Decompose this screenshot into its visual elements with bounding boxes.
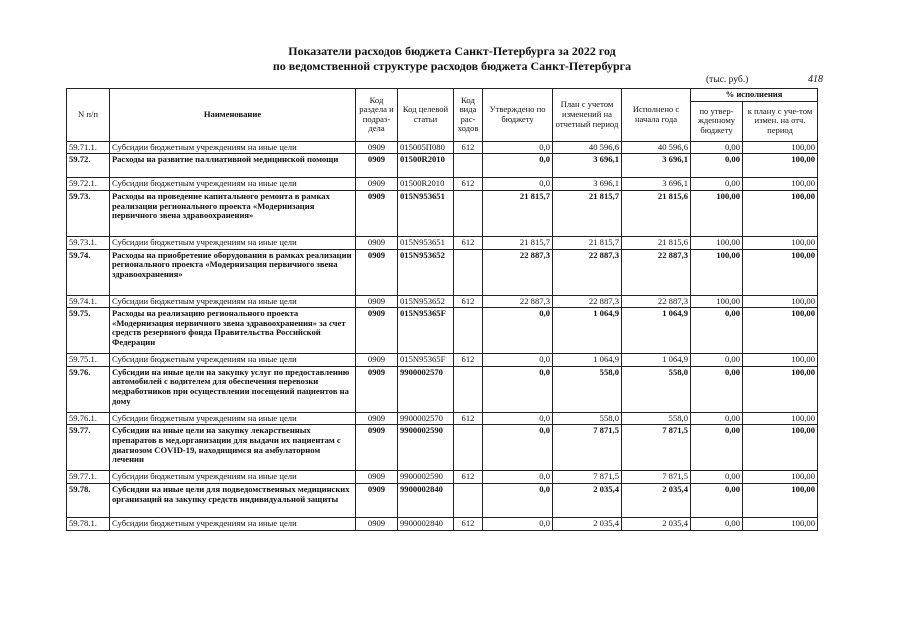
cell-target: 9900002590 (398, 425, 454, 471)
cell-target: 9900002840 (398, 518, 454, 531)
cell-pct2: 100,00 (743, 366, 818, 412)
cell-num: 59.76. (67, 366, 110, 412)
cell-target: 015N953652 (398, 249, 454, 295)
cell-done: 558,0 (622, 412, 691, 425)
cell-name: Субсидии бюджетным учреждениям на иные цели (110, 518, 356, 531)
cell-target: 9900002840 (398, 484, 454, 518)
cell-pct2: 100,00 (743, 308, 818, 354)
cell-pct1: 0,00 (691, 366, 743, 412)
cell-plan: 7 871,5 (553, 425, 622, 471)
header-num: N п/п (67, 89, 110, 142)
cell-razdel: 0909 (356, 354, 398, 367)
cell-done: 1 064,9 (622, 354, 691, 367)
cell-pct1: 100,00 (691, 249, 743, 295)
cell-done: 22 887,3 (622, 295, 691, 308)
cell-done: 7 871,5 (622, 471, 691, 484)
cell-num: 59.74.1. (67, 295, 110, 308)
cell-name: Субсидии бюджетным учреждениям на иные цели (110, 178, 356, 191)
cell-razdel: 0909 (356, 484, 398, 518)
cell-vid: 612 (454, 471, 483, 484)
cell-pct1: 0,00 (691, 141, 743, 154)
cell-pct1: 0,00 (691, 354, 743, 367)
cell-done: 7 871,5 (622, 425, 691, 471)
cell-razdel: 0909 (356, 412, 398, 425)
cell-approved: 0,0 (483, 154, 553, 178)
cell-plan: 1 064,9 (553, 308, 622, 354)
cell-pct2: 100,00 (743, 154, 818, 178)
cell-done: 558,0 (622, 366, 691, 412)
cell-approved: 0,0 (483, 178, 553, 191)
cell-num: 59.72. (67, 154, 110, 178)
header-approved: Утверждено по бюджету (483, 89, 553, 142)
cell-razdel: 0909 (356, 249, 398, 295)
cell-done: 2 035,4 (622, 518, 691, 531)
cell-done: 21 815,6 (622, 236, 691, 249)
cell-plan: 22 887,3 (553, 249, 622, 295)
cell-approved: 0,0 (483, 141, 553, 154)
cell-approved: 0,0 (483, 425, 553, 471)
table-row (67, 154, 818, 178)
header-vid: Код вида рас-ходов (454, 89, 483, 142)
cell-done: 2 035,4 (622, 484, 691, 518)
cell-approved: 0,0 (483, 484, 553, 518)
cell-pct2: 100,00 (743, 141, 818, 154)
cell-done: 22 887,3 (622, 249, 691, 295)
cell-pct2: 100,00 (743, 236, 818, 249)
table-row (67, 484, 818, 518)
cell-pct2: 100,00 (743, 412, 818, 425)
cell-vid: 612 (454, 354, 483, 367)
table-row (67, 518, 818, 531)
cell-done: 21 815,6 (622, 190, 691, 236)
cell-num: 59.73.1. (67, 236, 110, 249)
cell-num: 59.72.1. (67, 178, 110, 191)
cell-num: 59.74. (67, 249, 110, 295)
header-pct-approved: по утвер-жденному бюджету (691, 101, 743, 141)
cell-name: Субсидии бюджетным учреждениям на иные цели (110, 236, 356, 249)
table-row (67, 308, 818, 354)
cell-target: 9900002570 (398, 366, 454, 412)
cell-vid: 612 (454, 412, 483, 425)
cell-vid (454, 484, 483, 518)
report-subtitle: по ведомственной структуре расходов бюджета Санкт-Петербурга (272, 59, 632, 73)
cell-pct1: 0,00 (691, 154, 743, 178)
cell-pct2: 100,00 (743, 354, 818, 367)
cell-razdel: 0909 (356, 154, 398, 178)
cell-vid: 612 (454, 236, 483, 249)
table-row (67, 366, 818, 412)
table-row (67, 425, 818, 471)
cell-approved: 0,0 (483, 412, 553, 425)
cell-plan: 3 696,1 (553, 178, 622, 191)
table-row (67, 295, 818, 308)
cell-num: 59.78. (67, 484, 110, 518)
header-razdel: Код раздела и подраз-дела (356, 89, 398, 142)
cell-pct2: 100,00 (743, 518, 818, 531)
cell-pct2: 100,00 (743, 471, 818, 484)
cell-name: Субсидии бюджетным учреждениям на иные цели (110, 295, 356, 308)
cell-razdel: 0909 (356, 471, 398, 484)
cell-plan: 3 696,1 (553, 154, 622, 178)
cell-name: Субсидии бюджетным учреждениям на иные цели (110, 471, 356, 484)
cell-pct1: 0,00 (691, 308, 743, 354)
cell-vid: 612 (454, 178, 483, 191)
cell-approved: 22 887,3 (483, 295, 553, 308)
report-title: Показатели расходов бюджета Санкт-Петербурга за 2022 год (288, 44, 616, 58)
cell-target: 9900002570 (398, 412, 454, 425)
cell-plan: 1 064,9 (553, 354, 622, 367)
cell-pct2: 100,00 (743, 295, 818, 308)
units-label: (тыс. руб.) (706, 75, 749, 85)
cell-pct2: 100,00 (743, 190, 818, 236)
cell-name: Субсидии бюджетным учреждениям на иные цели (110, 141, 356, 154)
cell-pct2: 100,00 (743, 484, 818, 518)
cell-name: Субсидии бюджетным учреждениям на иные цели (110, 354, 356, 367)
cell-razdel: 0909 (356, 308, 398, 354)
cell-pct1: 0,00 (691, 471, 743, 484)
cell-approved: 0,0 (483, 518, 553, 531)
header-done: Исполнено с начала года (622, 89, 691, 142)
cell-pct1: 100,00 (691, 236, 743, 249)
cell-name: Субсидии на иные цели для подведомственных медицинских организаций на закупку средств индивидуальной защиты (110, 484, 356, 518)
cell-razdel: 0909 (356, 295, 398, 308)
cell-num: 59.76.1. (67, 412, 110, 425)
cell-pct1: 0,00 (691, 412, 743, 425)
cell-pct2: 100,00 (743, 425, 818, 471)
cell-target: 9900002590 (398, 471, 454, 484)
cell-plan: 21 815,7 (553, 236, 622, 249)
cell-razdel: 0909 (356, 178, 398, 191)
header-plan: План с учетом изменений на отчетный период (553, 89, 622, 142)
cell-name: Субсидии бюджетным учреждениям на иные цели (110, 412, 356, 425)
cell-plan: 22 887,3 (553, 295, 622, 308)
cell-done: 40 596,6 (622, 141, 691, 154)
cell-target: 015N953651 (398, 190, 454, 236)
cell-pct2: 100,00 (743, 178, 818, 191)
cell-razdel: 0909 (356, 236, 398, 249)
table-row (67, 249, 818, 295)
cell-vid (454, 190, 483, 236)
cell-target: 015N953651 (398, 236, 454, 249)
cell-razdel: 0909 (356, 141, 398, 154)
cell-vid: 612 (454, 295, 483, 308)
cell-num: 59.78.1. (67, 518, 110, 531)
cell-name: Расходы на приобретение оборудования в рамках реализации регионального проекта «Модернизация первичного звена здравоохранения» (110, 249, 356, 295)
table-body (67, 141, 818, 530)
cell-vid (454, 366, 483, 412)
cell-pct1: 0,00 (691, 425, 743, 471)
expenditure-table (66, 88, 818, 531)
cell-target: 015N953652 (398, 295, 454, 308)
cell-num: 59.75.1. (67, 354, 110, 367)
table-row (67, 236, 818, 249)
cell-plan: 2 035,4 (553, 484, 622, 518)
cell-vid: 612 (454, 141, 483, 154)
cell-target: 015N95365F (398, 354, 454, 367)
cell-pct1: 0,00 (691, 518, 743, 531)
cell-pct1: 0,00 (691, 178, 743, 191)
cell-target: 01500R2010 (398, 154, 454, 178)
cell-plan: 21 815,7 (553, 190, 622, 236)
cell-pct1: 100,00 (691, 190, 743, 236)
cell-plan: 2 035,4 (553, 518, 622, 531)
cell-approved: 22 887,3 (483, 249, 553, 295)
table-row (67, 354, 818, 367)
cell-num: 59.71.1. (67, 141, 110, 154)
header-target: Код целевой статьи (398, 89, 454, 142)
cell-plan: 40 596,6 (553, 141, 622, 154)
cell-approved: 21 815,7 (483, 236, 553, 249)
cell-vid (454, 308, 483, 354)
header-pct-plan: к плану с уче-том измен. на отч. период (743, 101, 818, 141)
cell-name: Расходы на развитие паллиативной медицинской помощи (110, 154, 356, 178)
cell-approved: 0,0 (483, 366, 553, 412)
cell-name: Расходы на проведение капитального ремонта в рамках реализации регионального проекта «Модернизация первичного звена здравоохранения» (110, 190, 356, 236)
cell-num: 59.73. (67, 190, 110, 236)
header-name: Наименование (110, 89, 356, 142)
cell-name: Субсидии на иные цели на закупку услуг по предоставлению автомобилей с водителем для обеспечения перевозки медработников при осуществлении посещений пациентов на дому (110, 366, 356, 412)
cell-razdel: 0909 (356, 518, 398, 531)
header-pct-group: % исполнения (691, 89, 818, 102)
cell-num: 59.77. (67, 425, 110, 471)
table-row (67, 141, 818, 154)
cell-target: 015005П080 (398, 141, 454, 154)
cell-approved: 0,0 (483, 354, 553, 367)
table-row (67, 178, 818, 191)
cell-vid (454, 425, 483, 471)
cell-num: 59.77.1. (67, 471, 110, 484)
cell-name: Расходы на реализацию регионального проекта «Модернизация первичного звена здравоохранения» за счет средств резервного фонда Правительства Российской Федерации (110, 308, 356, 354)
cell-target: 015N95365F (398, 308, 454, 354)
cell-done: 3 696,1 (622, 154, 691, 178)
cell-name: Субсидии на иные цели на закупку лекарственных препаратов в мед.организации для выдачи их пациентам с диагнозом COVID-19, находящимся на амбулаторном лечении (110, 425, 356, 471)
cell-pct1: 100,00 (691, 295, 743, 308)
cell-approved: 0,0 (483, 471, 553, 484)
cell-plan: 558,0 (553, 412, 622, 425)
cell-plan: 558,0 (553, 366, 622, 412)
table-row (67, 190, 818, 236)
cell-target: 01500R2010 (398, 178, 454, 191)
table-row (67, 471, 818, 484)
page-number: 418 (808, 74, 823, 85)
cell-vid (454, 249, 483, 295)
cell-approved: 0,0 (483, 308, 553, 354)
table-row (67, 412, 818, 425)
cell-razdel: 0909 (356, 366, 398, 412)
cell-plan: 7 871,5 (553, 471, 622, 484)
cell-razdel: 0909 (356, 190, 398, 236)
cell-razdel: 0909 (356, 425, 398, 471)
cell-pct1: 0,00 (691, 484, 743, 518)
cell-done: 1 064,9 (622, 308, 691, 354)
cell-approved: 21 815,7 (483, 190, 553, 236)
cell-num: 59.75. (67, 308, 110, 354)
cell-vid: 612 (454, 518, 483, 531)
cell-done: 3 696,1 (622, 178, 691, 191)
cell-vid (454, 154, 483, 178)
cell-pct2: 100,00 (743, 249, 818, 295)
